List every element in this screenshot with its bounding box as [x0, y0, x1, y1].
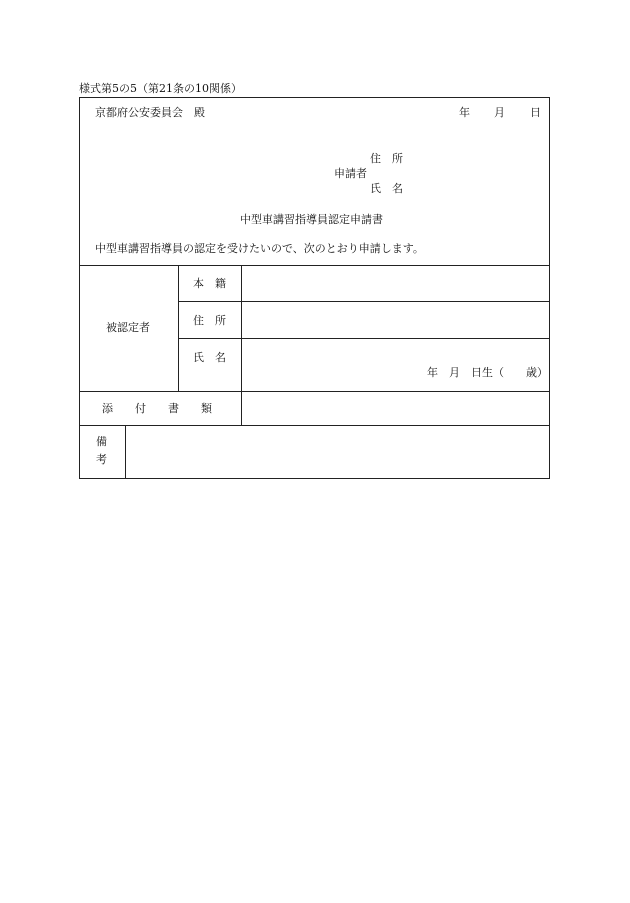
applicant-label: 申請者	[334, 167, 367, 180]
remarks-label-bottom: 考	[96, 453, 107, 466]
row-divider-attachments	[79, 425, 550, 426]
field-label-divider	[241, 265, 242, 426]
row-divider-name	[79, 391, 550, 392]
address-label: 住 所	[193, 314, 226, 327]
row-divider-domicile	[178, 301, 550, 302]
row-divider-address	[178, 338, 550, 339]
domicile-label: 本 籍	[193, 277, 226, 290]
addressee: 京都府公安委員会 殿	[95, 106, 205, 119]
remarks-label-top: 備	[96, 435, 107, 448]
address-field[interactable]	[243, 303, 548, 337]
remarks-field[interactable]	[127, 427, 548, 477]
name-label: 氏 名	[193, 351, 226, 364]
table-top-line	[79, 265, 550, 266]
date-day-label: 日	[530, 106, 541, 119]
certified-person-label: 被認定者	[106, 321, 150, 334]
application-statement: 中型車講習指導員の認定を受けたいので、次のとおり申請します。	[95, 242, 424, 255]
form-title: 中型車講習指導員認定申請書	[240, 213, 383, 226]
applicant-address-label: 住 所	[370, 152, 403, 165]
remarks-divider	[125, 425, 126, 479]
applicant-name-label: 氏 名	[370, 182, 403, 195]
form-number: 様式第5の5（第21条の10関係）	[79, 82, 242, 95]
date-year-label: 年	[459, 106, 470, 119]
date-month-label: 月	[494, 106, 505, 119]
section-label-divider	[178, 265, 179, 392]
domicile-field[interactable]	[243, 267, 548, 300]
attachments-label: 添 付 書 類	[102, 402, 212, 415]
attachments-field[interactable]	[243, 393, 548, 424]
name-field[interactable]	[243, 340, 548, 390]
birth-date-line: 年 月 日生（ 歳）	[427, 366, 548, 379]
